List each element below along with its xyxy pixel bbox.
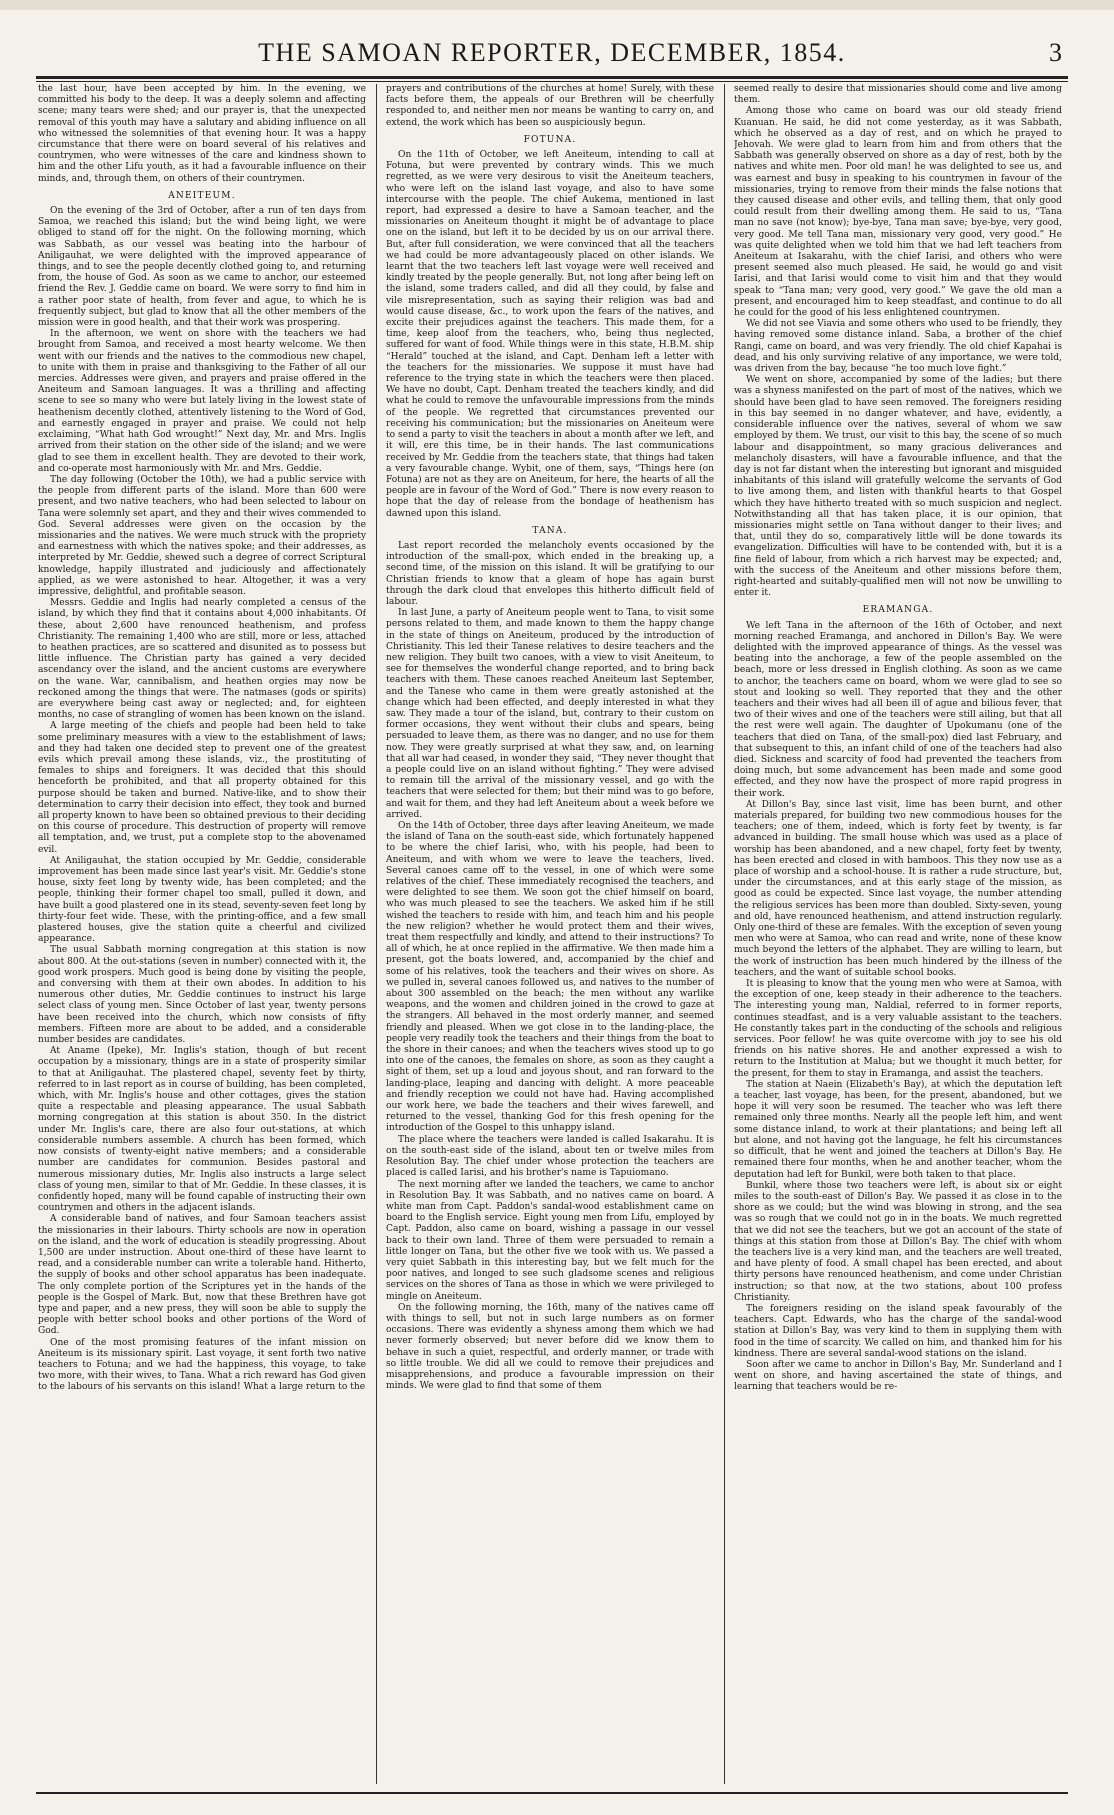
article-paragraph: On the 11th of October, we left Aneiteum, intending to call at Fotuna, but were prevented by contrary winds. This we much regretted, as we were very desirous to visit the Aneiteum teachers, who were left on the island last voyage, and also to have some intercourse with the people. The chief Aukema, mentioned in last report, had expressed a desire to have a Samoan teacher, and the missionaries on Aneiteum thought it might be of advantage to place one on the island, but left it to be decided by us on our arrival there. But, after full consideration, we were convinced that all the teachers we had could be more advantageously placed on other islands. We learnt that the two teachers left last voyage were well received and kindly treated by the people generally. But, not long after being left on the island, some traders called, and did all they could, by false and vile misrepresentation, such as saying their religion was bad and would cause disease, &c., to work upon the fears of the natives, and excite their prejudices against the teachers. This made them, for a time, keep aloof from the teachers, who, being thus neglected, suffered for want of food. While things were in this state, H.B.M. ship “Herald” touched at the island, and Capt. Denham left a letter with the teachers for the missionaries. We suppose it must have had reference to the trying state in which the teachers were then placed. We have no doubt, Capt. Denham treated the teachers kindly, and did what he could to remove the unfavourable impressions from the minds of the people. We regretted that circumstances prevented our receiving his communication; but the missionaries on Aneiteum were to send a party to visit the teachers in about a month after we left, and it will, ere this time, be in their hands. The last communications received by Mr. Geddie from the teachers state, that things had taken a very favourable change. Wybit, one of them, says, “Things here (on Fotuna) are not as they are on Aneiteum, for here, the hearts of all the people are in favour of the Word of God.” There is now every reason to hope that the day of release from the bondage of heathenism has dawned upon this island. [386,150,714,519]
article-paragraph: We left Tana in the afternoon of the 16th of October, and next morning reached Eramanga, and anchored in Dillon's Bay. We were delighted with the improved appearance of things. As the vessel was beating into the anchorage, a few of the people assembled on the beach, more or less dressed in English clothing. As soon as we came to anchor, the teachers came on board, whom we were glad to see so stout and looking so well. They reported that they and the other teachers and their wives had all been ill of ague and bilious fever, that two of their wives and one of the teachers were still ailing, but that all the rest were well again. The daughter of Upokumanu (one of the teachers that died on Tana, of the small-pox) died last February, and that subsequent to this, an infant child of one of the teachers had also died. Sickness and scarcity of food had prevented the teachers from doing much, but some advancement has been made and some good effected, and they now have the prospect of more rapid progress in their work. [734,620,1062,799]
article-paragraph: Soon after we came to anchor in Dillon's Bay, Mr. Sunderland and I went on shore, and having ascertained the state of things, and learning that teachers would be re- [734,1359,1062,1393]
article-paragraph: At Dillon's Bay, since last visit, lime has been burnt, and other materials prepared, for building two new commodious houses for the teachers; one of them, indeed, which is forty feet by twenty, is far advanced in building. The small house which was used as a place of worship has been abandoned, and a new chapel, forty feet by twenty, has been erected and closed in with bamboos. This they now use as a place of worship and a school-house. It is rather a rude structure, but, under the circumstances, and at this early stage of the mission, as good as could be expected. Since last voyage, the number attending the religious services has been more than doubled. Sixty-seven, young and old, have renounced heathenism, and attend instruction regularly. Only one-third of these are females. With the exception of seven young men who were at Samoa, who can read and write, none of these know much beyond the letters of the alphabet. They are willing to learn, but the work of instruction has been much hindered by the illness of the teachers, and the want of suitable school books. [734,799,1062,978]
article-paragraph: The usual Sabbath morning congregation at this station is now about 800. At the out-stations (seven in number) connected with it, the good work prospers. Much good is being done by visiting the people, and conversing with them at their own abodes. In addition to his numerous other duties, Mr. Geddie continues to instruct his large select class of young men. Since October of last year, twenty persons have been received into the church, which now consists of fifty members. Fifteen more are about to be added, and a considerable number besides are candidates. [38,945,366,1046]
page-number: 3 [1049,38,1062,67]
article-paragraph: A large meeting of the chiefs and people had been held to take some preliminary measures with a view to the establishment of laws; and they had taken one decided step to prevent one of the greatest evils which prevail among these islands, viz., the prostituting of females to ships and foreigners. It was decided that this should henceforth be prohibited, and that all property obtained for this purpose should be taken and burned. Native-like, and to show their determination to carry their decision into effect, they took and burned all property known to have been so obtained previous to their deciding on this course of procedure. This destruction of property will remove all temptation, and, we trust, put a complete stop to the abovenamed evil. [38,721,366,855]
article-paragraph: seemed really to desire that missionaries should come and live among them. [734,84,1062,106]
article-paragraph: Bunkil, where those two teachers were left, is about six or eight miles to the south-east of Dillon's Bay. We passed it as close in to the shore as we could; but the wind was blowing in strong, and the sea was so rough that we could not go in in the boats. We much regretted that we did not see the teachers, but we got an account of the state of things at this station from those at Dillon's Bay. The chief with whom the teachers live is a very kind man, and the teachers are well treated, and have plenty of food. A small chapel has been erected, and about thirty persons have renounced heathenism, and come under Christian instruction; so that now, at the two stations, about 100 profess Christianity. [734,1180,1062,1303]
column-1 [38,84,366,1784]
article-paragraph: On the evening of the 3rd of October, after a run of ten days from Samoa, we reached this island; but the wind being light, we were obliged to stand off for the night. On the following morning, which was Sabbath, as our vessel was beating into the harbour of Aniligauhat, we were delighted with the improved appearance of things, and to see the people decently clothed going to, and returning from, the house of God. As soon as we came to anchor, our esteemed friend the Rev. J. Geddie came on board. We were sorry to find him in a rather poor state of health, from fever and ague, to which he is frequently subject, but glad to know that all the other members of the mission were in good health, and that their work was prospering. [38,206,366,329]
article-paragraph: Among those who came on board was our old steady friend Kuanuan. He said, he did not come yesterday, as it was Sabbath, which he observed as a day of rest, and on which he prayed to Jehovah. We were glad to learn from him and from others that the Sabbath was generally observed on shore as a day of rest, both by the natives and white men. Poor old man! he was delighted to see us, and was earnest and busy in speaking to his countrymen in favour of the missionaries, trying to remove from their minds the false notions that they caused disease and other evils, and telling them, that only good could result from their dwelling among them. He said to us, “Tana man no save (not know); bye-bye, Tana man save; bye-bye, very good, very good. Me tell Tana man, missionary very good, very good.” He was quite delighted when we told him that we had left teachers from Aneiteum at Isakarahu, with the chief Iarisi, and others who were present seemed also much pleased. He said, he would go and visit Iarisi, and that Iarisi would come to visit him and that they would speak to “Tana man; very good, very good.” We gave the old man a present, and encouraged him to keep steadfast, and continue to do all he could for the good of his less enlightened countrymen. [734,106,1062,319]
column-3 [734,84,1062,1784]
section-heading: TANA. [532,525,568,536]
article-paragraph: A considerable band of natives, and four Samoan teachers assist the missionaries in their labours. Thirty schools are now in operation on the island, and the work of education is steadily progressing. About 1,500 are under instruction. About one-third of these have learnt to read, and a considerable number can write a tolerable hand. Hitherto, the supply of books and other school apparatus has been inadequate. The only complete portion of the Scriptures yet in the hands of the people is the Gospel of Mark. But, now that these Brethren have got type and paper, and a new press, they will soon be able to supply the people with better school books and other portions of the Word of God. [38,1214,366,1337]
section-heading: ERAMANGA. [862,605,934,616]
article-paragraph: In last June, a party of Aneiteum people went to Tana, to visit some persons related to them, and made known to them the happy change in the state of things on Aneiteum, produced by the introduction of Christianity. This led their Tanese relatives to desire teachers and the new religion. They built two canoes, with a view to visit Aneiteum, to see for themselves the wonderful change reported, and to bring back teachers with them. These canoes reached Aneiteum last September, and the Tanese who came in them were greatly astonished at the change which had been effected, and deeply interested in what they saw. They made a tour of the island, but, contrary to their custom on former occasions, they went without their clubs and spears, being persuaded to leave them, as there was no danger, and no use for them now. They were greatly surprised at what they saw, and, on learning that all war had ceased, in wonder they said, “They never thought that a people could live on an island without fighting.” They were advised to remain till the arrival of the missionary vessel, and go with the teachers that were selected for them; but their mind was to go before, and wait for them, and they had left Aneiteum about a week before we arrived. [386,608,714,820]
article-paragraph: The place where the teachers were landed is called Isakarahu. It is on the south-east side of the island, about ten or twelve miles from Resolution Bay. The chief under whose protection the teachers are placed is called Iarisi, and his brother's name is Tapuiomano. [386,1134,714,1179]
column-divider [376,84,377,1784]
header-rule-thin [36,81,1068,82]
article-paragraph: We did not see Viavia and some others who used to be friendly, they having removed some distance inland. Saba, a brother of the chief Rangi, came on board, and was very friendly. The old chief Kapahai is dead, and his only surviving relative of any importance, we were told, was driven from the bay, because “he too much love fight.” [734,319,1062,375]
article-paragraph: On the following morning, the 16th, many of the natives came off with things to sell, but not in such large numbers as on former occasions. There was evidently a shyness among them which we had never formerly observed; but never before did we know them to behave in such a quiet, respectful, and orderly manner, or trade with so little trouble. We did all we could to remove their prejudices and misapprehensions, and produce a favourable impression on their minds. We were glad to find that some of them [386,1302,714,1392]
article-paragraph: The day following (October the 10th), we had a public service with the people from different parts of the island. More than 600 were present, and two native teachers, who had been selected to labour on Tana were solemnly set apart, and they and their wives commended to God. Several addresses were given on the occasion by the missionaries and the natives. We were much struck with the propriety and earnestness with which the natives spoke; and their addresses, as interpreted by Mr. Geddie, shewed such a degree of correct Scriptural knowledge, happily illustrated and judiciously and affectionately applied, as we were astonished to hear. Altogether, it was a very impressive, delightful, and profitable season. [38,474,366,597]
paper-edge [0,0,1114,10]
article-paragraph: The next morning after we landed the teachers, we came to anchor in Resolution Bay. It was Sabbath, and no natives came on board. A white man from Capt. Paddon's sandal-wood establishment came on board to the English service. Eight young men from Lifu, employed by Capt. Paddon, also came on board, wishing a passage in our vessel back to their own land. Three of them were persuaded to remain a little longer on Tana, but the other five we took with us. We passed a very quiet Sabbath in this interesting bay, but we felt much for the poor natives, and longed to see such gladsome scenes and religious services on the shores of Tana as those in which we were privileged to mingle on Aneiteum. [386,1179,714,1302]
masthead-title: THE SAMOAN REPORTER, DECEMBER, 1854. [258,38,846,67]
article-paragraph: On the 14th of October, three days after leaving Aneiteum, we made the island of Tana on the south-east side, which fortunately happened to be where the chief Iarisi, who, with his people, had been to Aneiteum, and with whom we were to leave the teachers, lived. Several canoes came off to the vessel, in one of which were some relatives of the chief. These immediately recognised the teachers, and were delighted to see them. We soon got the chief himself on board, who was much pleased to see the teachers. We asked him if he still wished the teachers to reside with him, and teach him and his people the new religion? whether he would protect them and their wives, treat them respectfully and kindly, and attend to their instructions? To all of which, he at once replied in the affirmative. We then made him a present, got the boats lowered, and, accompanied by the chief and some of his relatives, took the teachers and their wives on shore. As we pulled in, several canoes followed us, and natives to the number of about 300 assembled on the beach; the men without any warlike weapons, and the women and children joined in the crowd to gaze at the strangers. All behaved in the most orderly manner, and seemed friendly and pleased. When we got close in to the landing-place, the people very readily took the teachers and their things from the boat to the shore in their canoes; and when the teachers wives stood up to go into one of the canoes, the females on shore, as soon as they caught a sight of them, set up a loud and joyous shout, and ran forward to the landing-place, leaping and dancing with delight. A more peaceable and friendly reception we could not have had. Having accomplished our work here, we bade the teachers and their wives farewell, and returned to the vessel, thanking God for this fresh opening for the introduction of the Gospel to this unhappy island. [386,821,714,1134]
article-paragraph: Last report recorded the melancholy events occasioned by the introduction of the small-pox, which ended in the breaking up, a second time, of the mission on this island. It will be gratifying to our Christian friends to know that a gleam of hope has again burst through the dark cloud that envelopes this hitherto difficult field of labour. [386,540,714,607]
article-paragraph: In the afternoon, we went on shore with the teachers we had brought from Samoa, and received a most hearty welcome. We then went with our friends and the natives to the commodious new chapel, to unite with them in praise and thanksgiving to the Father of all our mercies. Addresses were given, and prayers and praise offered in the Aneiteum and Samoan languages. It was a thrilling and affecting scene to see so many who were but lately living in the lowest state of heathenism decently clothed, attentively listening to the Word of God, and earnestly engaged in prayer and praise. We could not help exclaiming, “What hath God wrought!” Next day, Mr. and Mrs. Inglis arrived from their station on the other side of the island; and we were glad to see them in excellent health. They are devoted to their work, and co-operate most harmoniously with Mr. and Mrs. Geddie. [38,329,366,474]
article-paragraph: We went on shore, accompanied by some of the ladies; but there was a shyness manifested on the part of most of the natives, which we should have been glad to have seen removed. The foreigners residing in this bay seemed in no danger whatever, and have, evidently, a considerable influence over the natives, several of whom we saw employed by them. We trust, our visit to this bay, the scene of so much labour and disappointment, so many gracious deliverances and melancholy disasters, will have a favourable influence, and that the day is not far distant when the interesting but ignorant and misguided inhabitants of this island will gratefully welcome the servants of God to live among them, and listen with thankful hearts to that Gospel which they have hitherto treated with so much suspicion and neglect. Notwithstanding all that has taken place, it is our opinion, that missionaries might settle on Tana without danger to their lives; and that, until they do so, comparatively little will be done towards its evangelization. Difficulties will have to be contended with, but it is a fine field of labour, from which a rich harvest may be expected; and, with the success of the Aneiteum and other missions before them, right-hearted and suitably-qualified men will not now be unwilling to enter it. [734,375,1062,599]
section-heading: ANEITEUM. [168,190,236,201]
article-paragraph: The foreigners residing on the island speak favourably of the teachers. Capt. Edwards, who has the charge of the sandal-wood station at Dillon's Bay, was very kind to them in supplying them with food in the time of scarcity. We called on him, and thanked him for his kindness. There are several sandal-wood stations on the island. [734,1303,1062,1359]
article-paragraph: One of the most promising features of the infant mission on Aneiteum is its missionary spirit. Last voyage, it sent forth two native teachers to Fotuna; and we had the happiness, this voyage, to take two more, with their wives, to Tana. What a rich reward has God given to the labours of his servants on this island! What a large return to the [38,1337,366,1393]
article-paragraph: the last hour, have been accepted by him. In the evening, we committed his body to the deep. It was a deeply solemn and affecting scene; many tears were shed; and our prayer is, that the unexpected removal of this youth may have a salutary and abiding influence on all who witnessed the solemnities of that evening hour. It was a happy circumstance that there were on board several of his relatives and countrymen, who were witnesses of the care and kindness shown to him and the other Lifu youth, as it had a favourable influence on their minds, and, through them, on others of their countrymen. [38,84,366,184]
article-paragraph: prayers and contributions of the churches at home! Surely, with these facts before them, the appeals of our Brethren will be cheerfully responded to, and neither men nor means be wanting to carry on, and extend, the work which has been so auspiciously begun. [386,84,714,128]
article-paragraph: It is pleasing to know that the young men who were at Samoa, with the exception of one, keep steady in their adherence to the teachers. The interesting young man, Naldial, referred to in former reports, continues steadfast, and is a very valuable assistant to the teachers. He constantly takes part in the conducting of the schools and religious services. Poor fellow! he was quite overcome with joy to see his old friends on his native shores. He and another expressed a wish to return to the Institution at Malua; but we thought it much better, for the present, for them to stay in Eramanga, and assist the teachers. [734,979,1062,1079]
page-header [36,38,1068,74]
article-paragraph: Messrs. Geddie and Inglis had nearly completed a census of the island, by which they find that it contains about 4,000 inhabitants. Of these, about 2,600 have renounced heathenism, and profess Christianity. The remaining 1,400 who are still, more or less, attached to heathen practices, are so scattered and disunited as to possess but little influence. The Christian party has gained a very decided ascendancy over the island, and the ancient customs are everywhere on the wane. War, cannibalism, and heathen orgies may now be reckoned among the things that were. The natmases (gods or spirits) are everywhere being cast away or neglected; and, for eighteen months, no case of strangling of women has been known on the island. [38,598,366,721]
column-divider [724,84,725,1784]
footer-rule [36,1792,1068,1794]
article-paragraph: At Aniligauhat, the station occupied by Mr. Geddie, considerable improvement has been made since last year's visit. Mr. Geddie's stone house, sixty feet long by twenty wide, has been completed; and the people, thinking their former chapel too small, pulled it down, and have built a good plastered one in its stead, seventy-seven feet long by thirty-four feet wide. These, with the printing-office, and a few small plastered houses, give the station quite a cheerful and civilized appearance. [38,855,366,945]
article-paragraph: At Aname (Ipeke), Mr. Inglis's station, though of but recent occupation by a missionary, things are in a state of prosperity similar to that at Aniligauhat. The plastered chapel, seventy feet by thirty, referred to in last report as in course of building, has been completed, which, with Mr. Inglis's house and other cottages, gives the station quite a respectable and pleasing appearance. The usual Sabbath morning congregation at this station is about 350. In the district under Mr. Inglis's care, there are also four out-stations, at which considerable numbers assemble. A church has been formed, which now consists of twenty-eight native members; and a considerable number are candidates for communion. Besides pastoral and numerous missionary duties, Mr. Inglis also instructs a large select class of young men, similar to that of Mr. Geddie. In these classes, it is confidently hoped, many will be found capable of instructing their own countrymen and others in the adjacent islands. [38,1046,366,1214]
article-paragraph: The station at Naein (Elizabeth's Bay), at which the deputation left a teacher, last voyage, has been, for the present, abandoned, but we hope it will very soon be resumed. The teacher who was left there remained only three months. Nearly all the people left him, and went some distance inland, to work at their plantations; and being left all but alone, and not having got the language, he felt his circumstances so difficult, that he went and joined the teachers at Dillon's Bay. He remained there four months, when he and another teacher, whom the deputation had left for Bunkil, were both taken to that place. [734,1079,1062,1180]
header-rule [36,76,1068,79]
column-2 [386,84,714,1784]
section-heading: FOTUNA. [523,134,577,145]
